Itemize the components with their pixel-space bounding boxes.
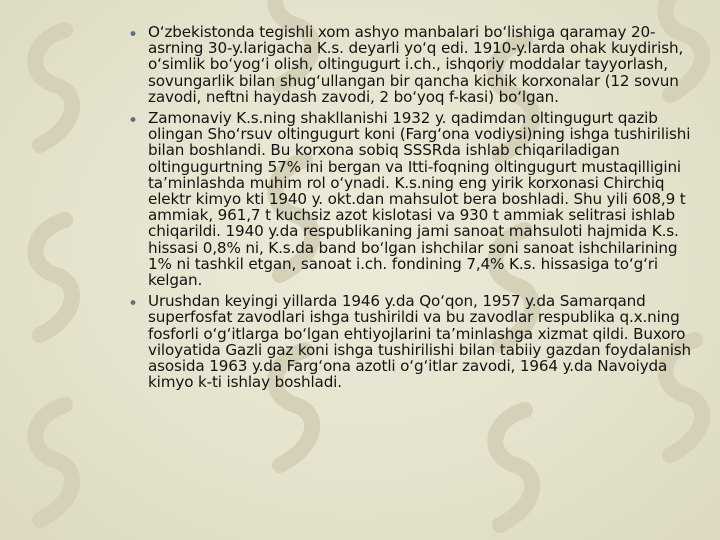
bullet-item	[128, 110, 698, 288]
swirl-icon	[10, 210, 90, 350]
bullet-icon: •	[128, 111, 139, 132]
swirl-icon	[10, 20, 90, 160]
swirl-icon	[470, 400, 550, 540]
bullet-text: Urushdan keyingi yillarda 1946 y.da Qo‘qon, 1957 y.da Samarqand superfosfat zavodlari ishga tushirildi va bu zavodlar respublika q.x.ning fosforli o‘g‘itlarga bo‘lgan ehtiyojlarini ta’minlashga xizmat qildi. Buxoro viloyatida Gazli gaz koni ishga tushirilishi bilan tabiiy gazdan foydalanish asosida 1963 y.da Farg‘ona azotli o‘g‘itlar zavodi, 1964 y.da Navoiyda kimyo k-ti ishlay boshladi.	[148, 292, 692, 392]
bullet-text: Zamonaviy K.s.ning shakllanishi 1932 y. qadimdan oltingugurt qazib olingan Sho‘rsuv oltingugurt koni (Farg‘ona vodiysi)ning ishga tushirilishi bilan boshlandi. Bu korxona sobiq SSSRda ishlab chiqariladigan oltingugurtning 57% ini bergan va Itti-foqning oltingugurt mustaqilligini ta’minlashda muhim rol o‘ynadi. K.s.ning eng yirik korxonasi Chirchiq elektr kimyo kti 1940 y. okt.dan mahsulot bera boshladi. Shu yili 608,9 t ammiak, 961,7 t kuchsiz azot kislotasi va 930 t ammiak selitrasi ishlab chiqarildi. 1940 y.da respublikaning jami sanoat mahsuloti hajmida K.s. hissasi 0,8% ni, K.s.da band bo‘lgan ishchilar soni sanoat ishchilarining 1% ni tashkil etgan, sanoat i.ch. fondining 7,4% K.s. hissasiga to‘g‘ri kelgan.	[148, 109, 691, 290]
swirl-icon	[10, 395, 90, 535]
bullet-icon: •	[128, 25, 139, 45]
slide-content	[128, 24, 698, 390]
bullet-item	[128, 293, 698, 390]
bullet-text: O‘zbekistonda tegishli xom ashyo manbalari bo‘lishiga qaramay 20-asrning 30-y.larigacha K.s. deyarli yo‘q edi. 1910-y.larda ohak kuydirish, o‘simlik bo‘yog‘i olish, oltingugurt i.ch., ishqoriy moddalar tayyorlash, sovungarlik bilan shug‘ullangan bir qancha kichik korxonalar (12 sovun zavodi, neftni haydash zavodi, 2 bo‘yoq f-kasi) bo‘lgan.	[148, 23, 684, 106]
bullet-icon: •	[128, 294, 139, 315]
bullet-item	[128, 24, 698, 105]
